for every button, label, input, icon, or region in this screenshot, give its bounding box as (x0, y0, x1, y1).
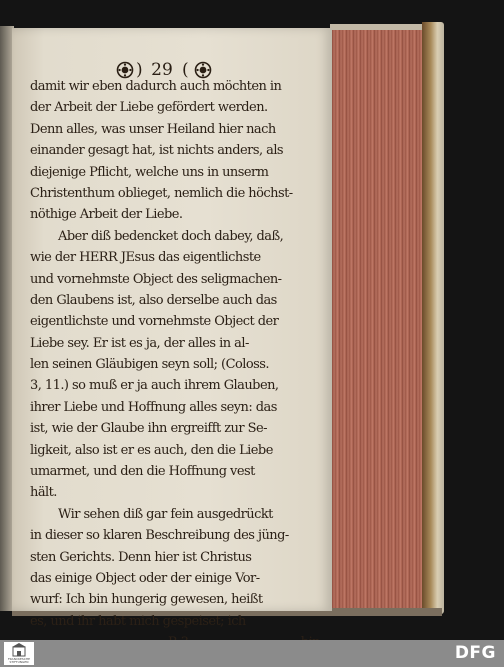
text-line: ligkeit, also ist er es auch, den die Liebe (30, 442, 273, 458)
logo-caption: FRANCKESCHE STIFTUNGEN (7, 657, 31, 664)
text-line: eigentlichste und vornehmste Object der (30, 314, 279, 330)
text-line: und vornehmste Object des seligmachen- (30, 271, 282, 287)
text-line: es, und ihr habt mich gespeiset; ich (30, 613, 246, 629)
text-line: nöthige Arbeit der Liebe. (30, 207, 183, 223)
text-line: diejenige Pflicht, welche uns in unserm (30, 164, 269, 180)
viewer-footer-bar (0, 640, 504, 667)
text-line: 3, 11.) so muß er ja auch ihrem Glauben, (30, 378, 279, 394)
text-line: Denn alles, was unser Heiland hier nach (30, 121, 276, 137)
text-line: umarmet, und den die Hoffnung vest (30, 464, 255, 480)
bracket-close: ( (182, 60, 189, 80)
page-text (30, 76, 320, 654)
dfg-logo[interactable]: DFG (454, 643, 496, 663)
text-line: sten Gerichts. Denn hier ist Christus (30, 549, 252, 565)
text-line: hält. (30, 485, 57, 501)
text-line: das einige Object oder der einige Vor- (30, 570, 260, 586)
page-edges (330, 30, 428, 614)
text-line: Wir sehen diß gar fein ausgedrückt (58, 506, 273, 522)
text-line: Aber diß bedencket doch dabey, daß, (58, 228, 284, 244)
text-line: wurf: Ich bin hungerig gewesen, heißt (30, 592, 263, 608)
text-line: damit wir eben dadurch auch möchten in (30, 79, 282, 94)
text-line: der Arbeit der Liebe gefördert werden. (30, 100, 268, 116)
text-line: wie der HERR JEsus das eigentlichste (30, 250, 261, 266)
text-line: len seinen Gläubigen seyn soll; (Coloss. (30, 357, 269, 373)
text-line: in dieser so klaren Beschreibung des jüng- (30, 528, 289, 544)
page-number: 29 (151, 60, 173, 80)
library-logo-icon[interactable] (4, 642, 34, 665)
text-line: Liebe sey. Er ist es ja, der alles in al- (30, 335, 249, 351)
book-cover (422, 22, 444, 614)
text-line: den Glaubens ist, also derselbe auch das (30, 292, 277, 308)
bracket-open: ) (136, 60, 143, 80)
text-line: ihrer Liebe und Hoffnung alles seyn: das (30, 399, 277, 415)
text-line: Christenthum oblieget, nemlich die höchst- (30, 185, 293, 201)
text-line: ist, wie der Glaube ihn ergreifft zur Se- (30, 421, 267, 437)
text-line: einander gesagt hat, ist nichts anders, als (30, 143, 284, 159)
